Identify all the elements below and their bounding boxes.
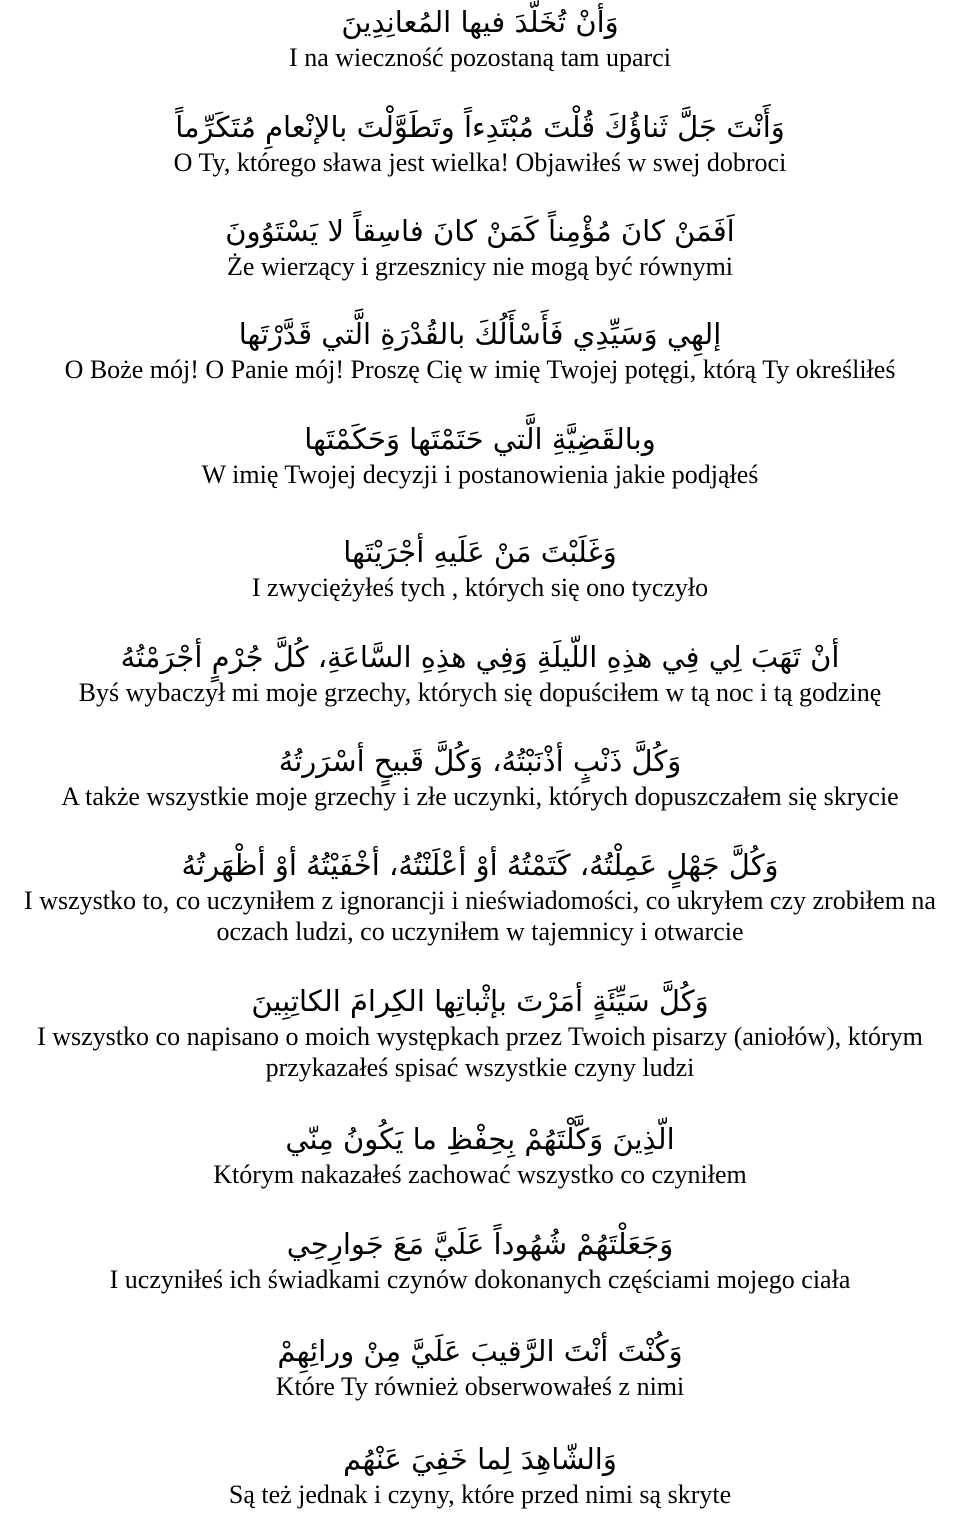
arabic-line: وَكُلَّ ذَنْبٍ أذْنَبْتُهُ، وَكُلَّ قَبيحٍ أسْرَرتُهُ	[278, 744, 682, 778]
polish-translation: O Ty, którego sława jest wielka! Objawiłeś w swej dobroci	[173, 148, 787, 177]
verse-10	[0, 981, 960, 1083]
polish-translation: I zwyciężyłeś tych , których się ono tyczyło	[251, 573, 709, 602]
arabic-line: وَجَعَلْتَهُمْ شُهُوداً عَلَيَّ مَعَ جَوارِحِي	[286, 1227, 674, 1261]
verse-7	[0, 637, 960, 708]
verse-5	[0, 419, 960, 490]
arabic-line: أنْ تَهَبَ لِي فِي هذِهِ اللّيلَةِ وَفِي هذِهِ السَّاعَةِ، كُلَّ جُرْمٍ أجْرَمْتُهُ	[120, 640, 840, 674]
arabic-line: وَأنْ تُخَلَّدَ فيها المُعانِدِينَ	[341, 5, 619, 39]
polish-translation: O Boże mój! O Panie mój! Proszę Cię w imię Twojej potęgi, którą Ty określiłeś	[64, 355, 896, 384]
verse-2	[0, 107, 960, 178]
arabic-line: وَكُلَّ سَيِّئَةٍ أمَرْتَ بإثْباتِها الكِرامَ الكاتِبِينَ	[251, 984, 709, 1018]
verse-1	[0, 2, 960, 73]
polish-translation: I wszystko to, co uczyniłem z ignorancji i nieświadomości, co ukryłem czy zrobiłem na oczach ludzi, co uczyniłem w tajemnicy i otwarcie	[24, 886, 936, 946]
verse-12	[0, 1224, 960, 1295]
polish-translation: Że wierzący i grzesznicy nie mogą być równymi	[226, 252, 734, 281]
verse-13	[0, 1331, 960, 1402]
arabic-line: وبالقَضِيَّةِ الَّتي حَتَمْتَها وَحَكَمْتَها	[304, 422, 656, 456]
polish-translation: I wszystko co napisano o moich występkach przez Twoich pisarzy (aniołów), którym przykazałeś spisać wszystkie czyny ludzi	[37, 1022, 923, 1082]
verse-9	[0, 845, 960, 947]
verse-6	[0, 532, 960, 603]
arabic-line: وَأَنْتَ جَلَّ ثَناؤُكَ قُلْتَ مُبْتَدِءاً وتَطَوَّلْتَ بالإنْعامِ مُتَكَرِّماً	[175, 110, 785, 144]
arabic-line: وَالشّاهِدَ لِما خَفِيَ عَنْهُم	[343, 1442, 617, 1476]
verse-11	[0, 1119, 960, 1190]
arabic-line: الّذِينَ وَكَّلْتَهُمْ بِحِفْظِ ما يَكُونُ مِنّي	[285, 1122, 675, 1156]
arabic-line: وَكُنْتَ أنْتَ الرَّقيبَ عَلَيَّ مِنْ ورائِهِمْ	[277, 1334, 683, 1368]
polish-translation: Które Ty również obserwowałeś z nimi	[275, 1372, 685, 1401]
polish-translation: Byś wybaczył mi moje grzechy, których się dopuściłem w tą noc i tą godzinę	[78, 678, 882, 707]
arabic-line: اَفَمَنْ كانَ مُؤْمِناً كَمَنْ كانَ فاسِقاً لا يَسْتَوُونَ	[225, 214, 735, 248]
arabic-line: وَكُلَّ جَهْلٍ عَمِلْتُهُ، كَتَمْتُهُ أوْ أعْلَنْتُهُ، أخْفَيْتُهُ أوْ أظْهَرتُهُ	[181, 848, 779, 882]
polish-translation: W imię Twojej decyzji i postanowienia jakie podjąłeś	[201, 460, 759, 489]
verse-3	[0, 211, 960, 282]
polish-translation: I na wieczność pozostaną tam uparci	[289, 43, 671, 72]
verse-4	[0, 314, 960, 385]
verse-14	[0, 1439, 960, 1510]
arabic-line: وَغَلَبْتَ مَنْ عَلَيهِ أجْرَيْتَها	[343, 535, 617, 569]
polish-translation: I uczyniłeś ich świadkami czynów dokonanych częściami mojego ciała	[109, 1265, 851, 1294]
verse-8	[0, 741, 960, 812]
polish-translation: Którym nakazałeś zachować wszystko co czyniłem	[213, 1160, 747, 1189]
arabic-line: إلهِي وَسَيِّدِي فَأَسْأَلُكَ بالقُدْرَةِ الَّتي قَدَّرْتَها	[238, 317, 722, 351]
polish-translation: Są też jednak i czyny, które przed nimi są skryte	[228, 1480, 732, 1509]
polish-translation: A także wszystkie moje grzechy i złe uczynki, których dopuszczałem się skrycie	[61, 782, 899, 811]
